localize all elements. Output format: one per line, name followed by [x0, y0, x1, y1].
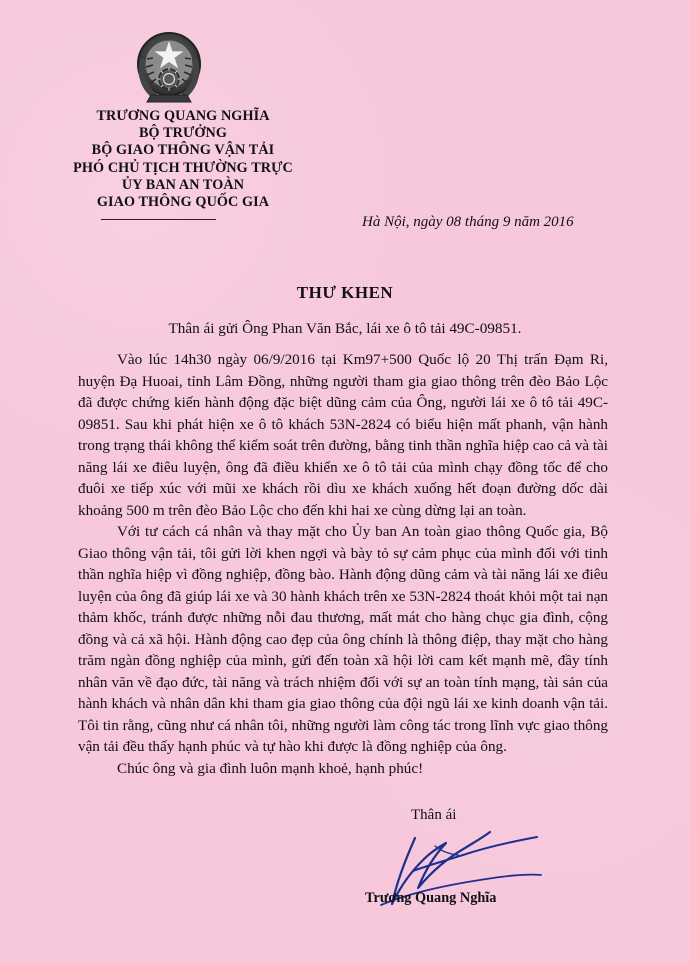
- header-divider: [101, 219, 216, 220]
- closing-label: Thân ái: [411, 807, 457, 823]
- date-line: Hà Nội, ngày 08 tháng 9 năm 2016: [362, 214, 574, 230]
- body-paragraph-3: Chúc ông và gia đình luôn mạnh khoẻ, hạnh phúc!: [117, 759, 424, 777]
- salutation: Thân ái gửi Ông Phan Văn Bắc, lái xe ô tô tải 49C-09851.: [168, 320, 522, 337]
- sender-name: TRƯƠNG QUANG NGHĨA: [96, 108, 270, 124]
- sender-title-3: PHÓ CHỦ TỊCH THƯỜNG TRỰC: [73, 159, 293, 176]
- sender-title-2: BỘ GIAO THÔNG VẬN TẢI: [91, 142, 275, 159]
- sender-title-1: BỘ TRƯỞNG: [138, 125, 227, 142]
- sender-header: [54, 108, 312, 211]
- sender-title-4: ỦY BAN AN TOÀN: [121, 176, 245, 193]
- signer-name: Trương Quang Nghĩa: [365, 890, 497, 906]
- national-emblem-icon: [129, 27, 209, 109]
- body-paragraph-2: Với tư cách cá nhân và thay mặt cho Ủy ban An toàn giao thông Quốc gia, Bộ Giao thông vận tải, tôi gửi lời khen ngợi và bày tỏ sự cảm phục của mình đối với tinh thần nghĩa hiệp vì đồng nghiệp, đồng bào. Hành động dũng cảm và tài năng lái xe điêu luyện của ông đã giúp lái xe và 30 hành khách trên xe 53N-2824 thoát khỏi một tai nạn thảm khốc, tránh được những nỗi đau thương, mất mát cho hàng chục gia đình, cộng đồng và cả xã hội. Hành động cao đẹp của ông chính là thông điệp, thay mặt cho hàng trăm ngàn đồng nghiệp của mình, gửi đến toàn xã hội lời cam kết mạnh mẽ, đầy tính nhân văn về đạo đức, tài năng và trách nhiệm đối với sự an toàn tính mạng, tài sản của hành khách và nhân dân khi tham gia giao thông của đội ngũ lái xe kinh doanh vận tải. Tôi tin rằng, cũng như cá nhân tôi, những người làm công tác trong lĩnh vực giao thông vận tải đều thấy hạnh phúc và tự hào khi được là đồng nghiệp của ông.: [78, 523, 608, 755]
- letter-body: [78, 349, 608, 779]
- letter-title: THƯ KHEN: [296, 283, 394, 302]
- body-paragraph-1: Vào lúc 14h30 ngày 06/9/2016 tại Km97+500 Quốc lộ 20 Thị trấn Đạm Ri, huyện Đạ Huoai, tỉnh Lâm Đồng, những người tham gia giao thông trên đèo Bảo Lộc đã được chứng kiến hành động đặc biệt dũng cảm của Ông, người lái xe ô tô tải 49C-09851. Sau khi phát hiện xe ô tô khách 53N-2824 có biểu hiện mất phanh, vận hành trong trạng thái không thể kiểm soát trên đường, bằng tinh thần nghĩa hiệp cao cả và tài năng lái xe điêu luyện, ông đã điều khiển xe ô tô tải của mình chạy đồng tốc để cho đuôi xe tiếp xúc với mũi xe khách rồi dìu xe khách xuống hết đoạn đường dốc dài khoảng 500 m trên đèo Bảo Lộc cho đến khi hai xe cùng dừng lại an toàn.: [78, 351, 609, 519]
- sender-title-5: GIAO THÔNG QUỐC GIA: [96, 194, 270, 211]
